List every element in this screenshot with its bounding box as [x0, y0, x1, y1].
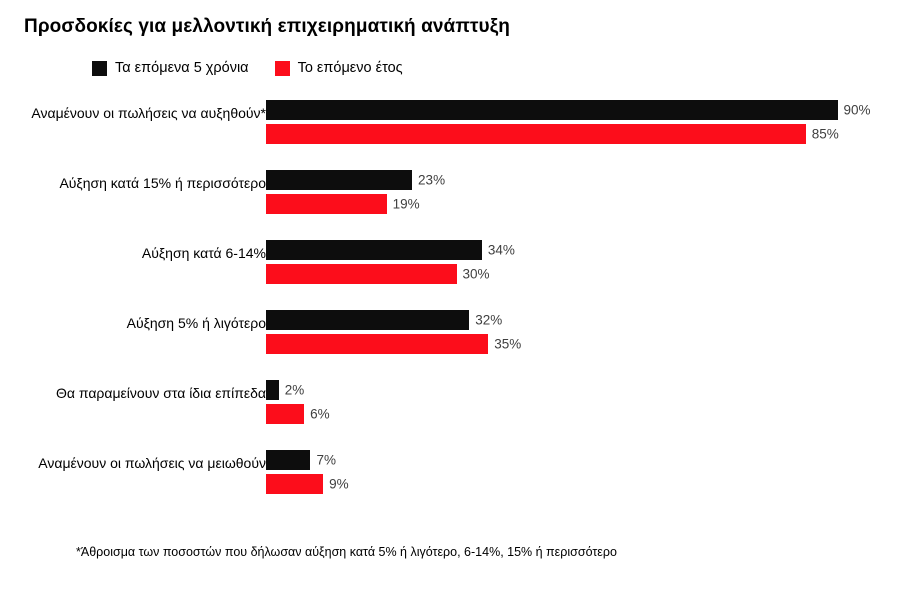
legend-item-series-2	[275, 60, 403, 76]
category-label: Αύξηση κατά 15% ή περισσότερο	[59, 175, 266, 191]
bar-value-label: 19%	[392, 196, 420, 212]
chart-title: Προσδοκίες για μελλοντική επιχειρηματική ανάπτυξη	[24, 16, 510, 37]
chart-legend	[92, 60, 403, 76]
chart-footnote: *Άθροισμα των ποσοστών που δήλωσαν αύξηση κατά 5% ή λιγότερο, 6-14%, 15% ή περισσότερο	[76, 545, 617, 559]
bar-value-label: 30%	[462, 266, 490, 282]
legend-label-series-2: Το επόμενο έτος	[297, 60, 403, 76]
category-label: Θα παραμείνουν στα ίδια επίπεδα	[56, 385, 266, 401]
bar-value-label: 35%	[494, 336, 522, 352]
bar	[266, 404, 304, 424]
bar	[266, 124, 806, 144]
bar	[266, 264, 457, 284]
category-group	[0, 310, 900, 354]
category-group	[0, 170, 900, 214]
bar-value-label: 90%	[843, 102, 871, 118]
category-group	[0, 380, 900, 424]
bar	[266, 170, 412, 190]
legend-item-series-1	[92, 60, 249, 76]
bar	[266, 310, 469, 330]
category-label: Αύξηση 5% ή λιγότερο	[126, 315, 266, 331]
category-label: Αναμένουν οι πωλήσεις να αυξηθούν*	[31, 105, 266, 121]
category-label: Αναμένουν οι πωλήσεις να μειωθούν	[38, 455, 266, 471]
legend-label-series-1: Τα επόμενα 5 χρόνια	[115, 60, 249, 76]
bar-value-label: 7%	[316, 452, 336, 468]
bar	[266, 240, 482, 260]
bar-value-label: 23%	[418, 172, 446, 188]
bar-value-label: 85%	[811, 126, 839, 142]
bar-value-label: 9%	[329, 476, 349, 492]
category-group	[0, 450, 900, 494]
plot-area	[0, 92, 900, 522]
category-group	[0, 100, 900, 144]
bar	[266, 380, 279, 400]
category-group	[0, 240, 900, 284]
category-label: Αύξηση κατά 6-14%	[141, 245, 266, 261]
bar	[266, 334, 488, 354]
legend-swatch-series-1	[92, 61, 107, 76]
legend-swatch-series-2	[275, 61, 290, 76]
bar-value-label: 6%	[310, 406, 330, 422]
bar	[266, 474, 323, 494]
bar-value-label: 2%	[284, 382, 305, 398]
bar-value-label: 34%	[487, 242, 515, 258]
bar-value-label: 32%	[475, 312, 503, 328]
bar	[266, 194, 387, 214]
bar	[266, 100, 838, 120]
bar	[266, 450, 310, 470]
